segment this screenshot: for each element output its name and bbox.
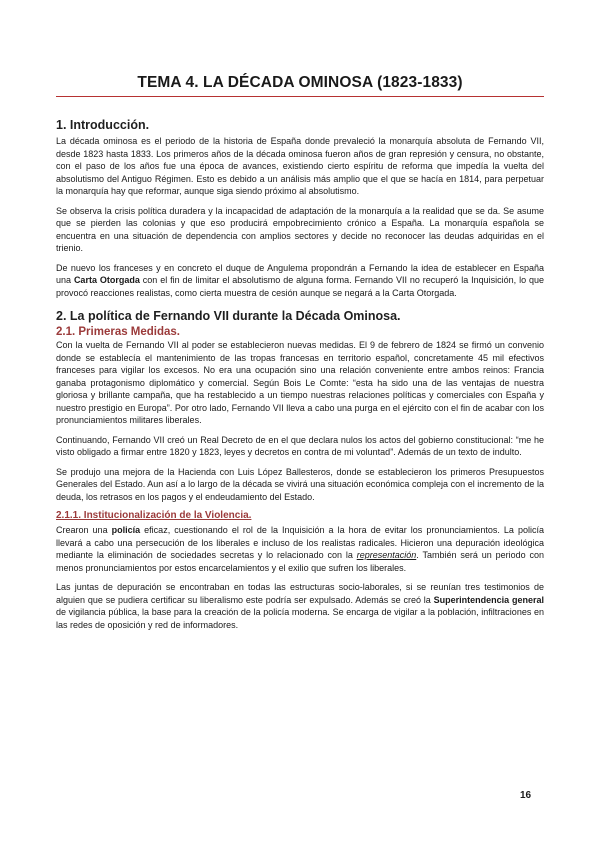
paragraph: Se observa la crisis política duradera y la incapacidad de adaptación de la monarquía a la realidad que se da. Se asume que se pierden las colonias y que eso producirá empobrecimiento crónico a España. La monarquía española se encuentra en una situación de dependencia con amplios sectores y decide no reconocer las deudas adquiridas en el trienio. <box>56 205 544 253</box>
text-run: con el fin de limitar el absolutismo de alguna forma. Fernando VII no recuperó la Inquisición, lo que provocó reacciones realistas, como cierta muestra de cesión aunque se negará a la Carta Otorgada. <box>56 275 544 298</box>
text-run: De nuevo los franceses y en concreto el duque de Angulema propondrán a Fernando la idea de establecer en España una <box>56 262 544 285</box>
quote-text: “me he visto obligado a firmar entre 1820 y 1823, leyes y decretos en contra de mi voluntad”. Además de un texto de indulto. <box>56 434 544 457</box>
paragraph: Se produjo una mejora de la Hacienda con Luis López Ballesteros, donde se establecieron los primeros Presupuestos Generales del Estado. Aun así a lo largo de la década se vivirá una situación económica compleja con el incremento de la deuda, los retrasos en los pagos y el endeudamiento del Estado. <box>56 466 544 502</box>
paragraph: La década ominosa es el periodo de la historia de España donde prevaleció la monarquía absoluta de Fernando VII, desde 1823 hasta 1833. Los primeros años de la década ominosa fueron años de gran represión y censura, no obstante, con el paso de los años fue una época de avances, existiendo cierto espíritu de reforma que impedía la vuelta del absolutismo del Antiguo Régimen. Esto es debido a un análisis más amplio que el que se hacía en 1814, para perpetuar la monarquía hay que reformar, aunque siga siendo próximo al absolutismo. <box>56 136 544 196</box>
italic-term: representación <box>356 550 417 560</box>
paragraph <box>56 262 544 300</box>
text-run: Las juntas de depuración se encontraban en todas las estructuras socio-laborales, si se reunían tres testimonios de alguien que se pudiera certificar su liberalismo este podría ser expulsado. Además se creó la <box>56 582 544 605</box>
bold-term: policía <box>111 525 141 535</box>
text-run: Crearon una <box>56 525 112 535</box>
text-run: eficaz, cuestionando el rol de la Inquisición a la hora de evitar los pronunciamientos. La policía llevará a cabo una persecución de los liberales e incluso de los realistas radicales. Hicieron una depuración ideológica mediante la eliminación de sociedades secretas y lo relacionado con la <box>56 525 544 560</box>
bold-term: Superintendencia general <box>433 594 544 605</box>
text-run: . También será un periodo con menos pronunciamientos por estos encarcelamientos y el exilio que sufren los liberales. <box>56 550 544 573</box>
title-divider <box>56 96 544 97</box>
text-run: Continuando, Fernando VII creó un Real Decreto de en el que declara nulos los actos del gobierno constitucional: <box>56 434 516 445</box>
page-number: 16 <box>520 790 532 801</box>
paragraph <box>56 434 544 459</box>
page-title: TEMA 4. LA DÉCADA OMINOSA (1823-1833) <box>137 74 463 91</box>
paragraph <box>56 524 544 574</box>
bold-term: Carta Otorgada <box>73 275 140 285</box>
main-content <box>56 118 544 638</box>
section-1-heading: 1. Introducción. <box>56 118 150 132</box>
section-2-heading: 2. La política de Fernando VII durante la Década Ominosa. <box>56 309 401 323</box>
paragraph: Con la vuelta de Fernando VII al poder se establecieron nuevas medidas. El 9 de febrero de 1824 se firmó un convenio donde se establecía el mantenimiento de las tropas francesas en territorio español, concretamente 45 mil efectivos franceses para vigilar los excesos. No era una ocupación sino una relación conveniente entre ambos reinos: Francia ganaba protagonismo diplomático y comercial. Según Bois Le Comte: “esta ha sido una de las ventajas de nuestra gloriosa y brillante campaña, que ha restablecido a un tiempo nuestras relaciones políticas y comerciales con España y nuestro prestigio en Europa”. Por otro lado, Fernando VII lleva a cabo una purga en el ejército con el fin de acabar con los pronunciamientos militares liberales. <box>56 340 544 425</box>
subsection-2-1-heading: 2.1. Primeras Medidas. <box>56 326 181 338</box>
paragraph <box>56 581 544 631</box>
text-run: de vigilancia pública, la base para la creación de la policía moderna. Se encarga de vigilar a la población, infiltraciones en las redes de oposición y red de informadores. <box>56 607 544 630</box>
subsection-2-1-1-heading: 2.1.1. Institucionalización de la Violencia. <box>56 510 252 521</box>
